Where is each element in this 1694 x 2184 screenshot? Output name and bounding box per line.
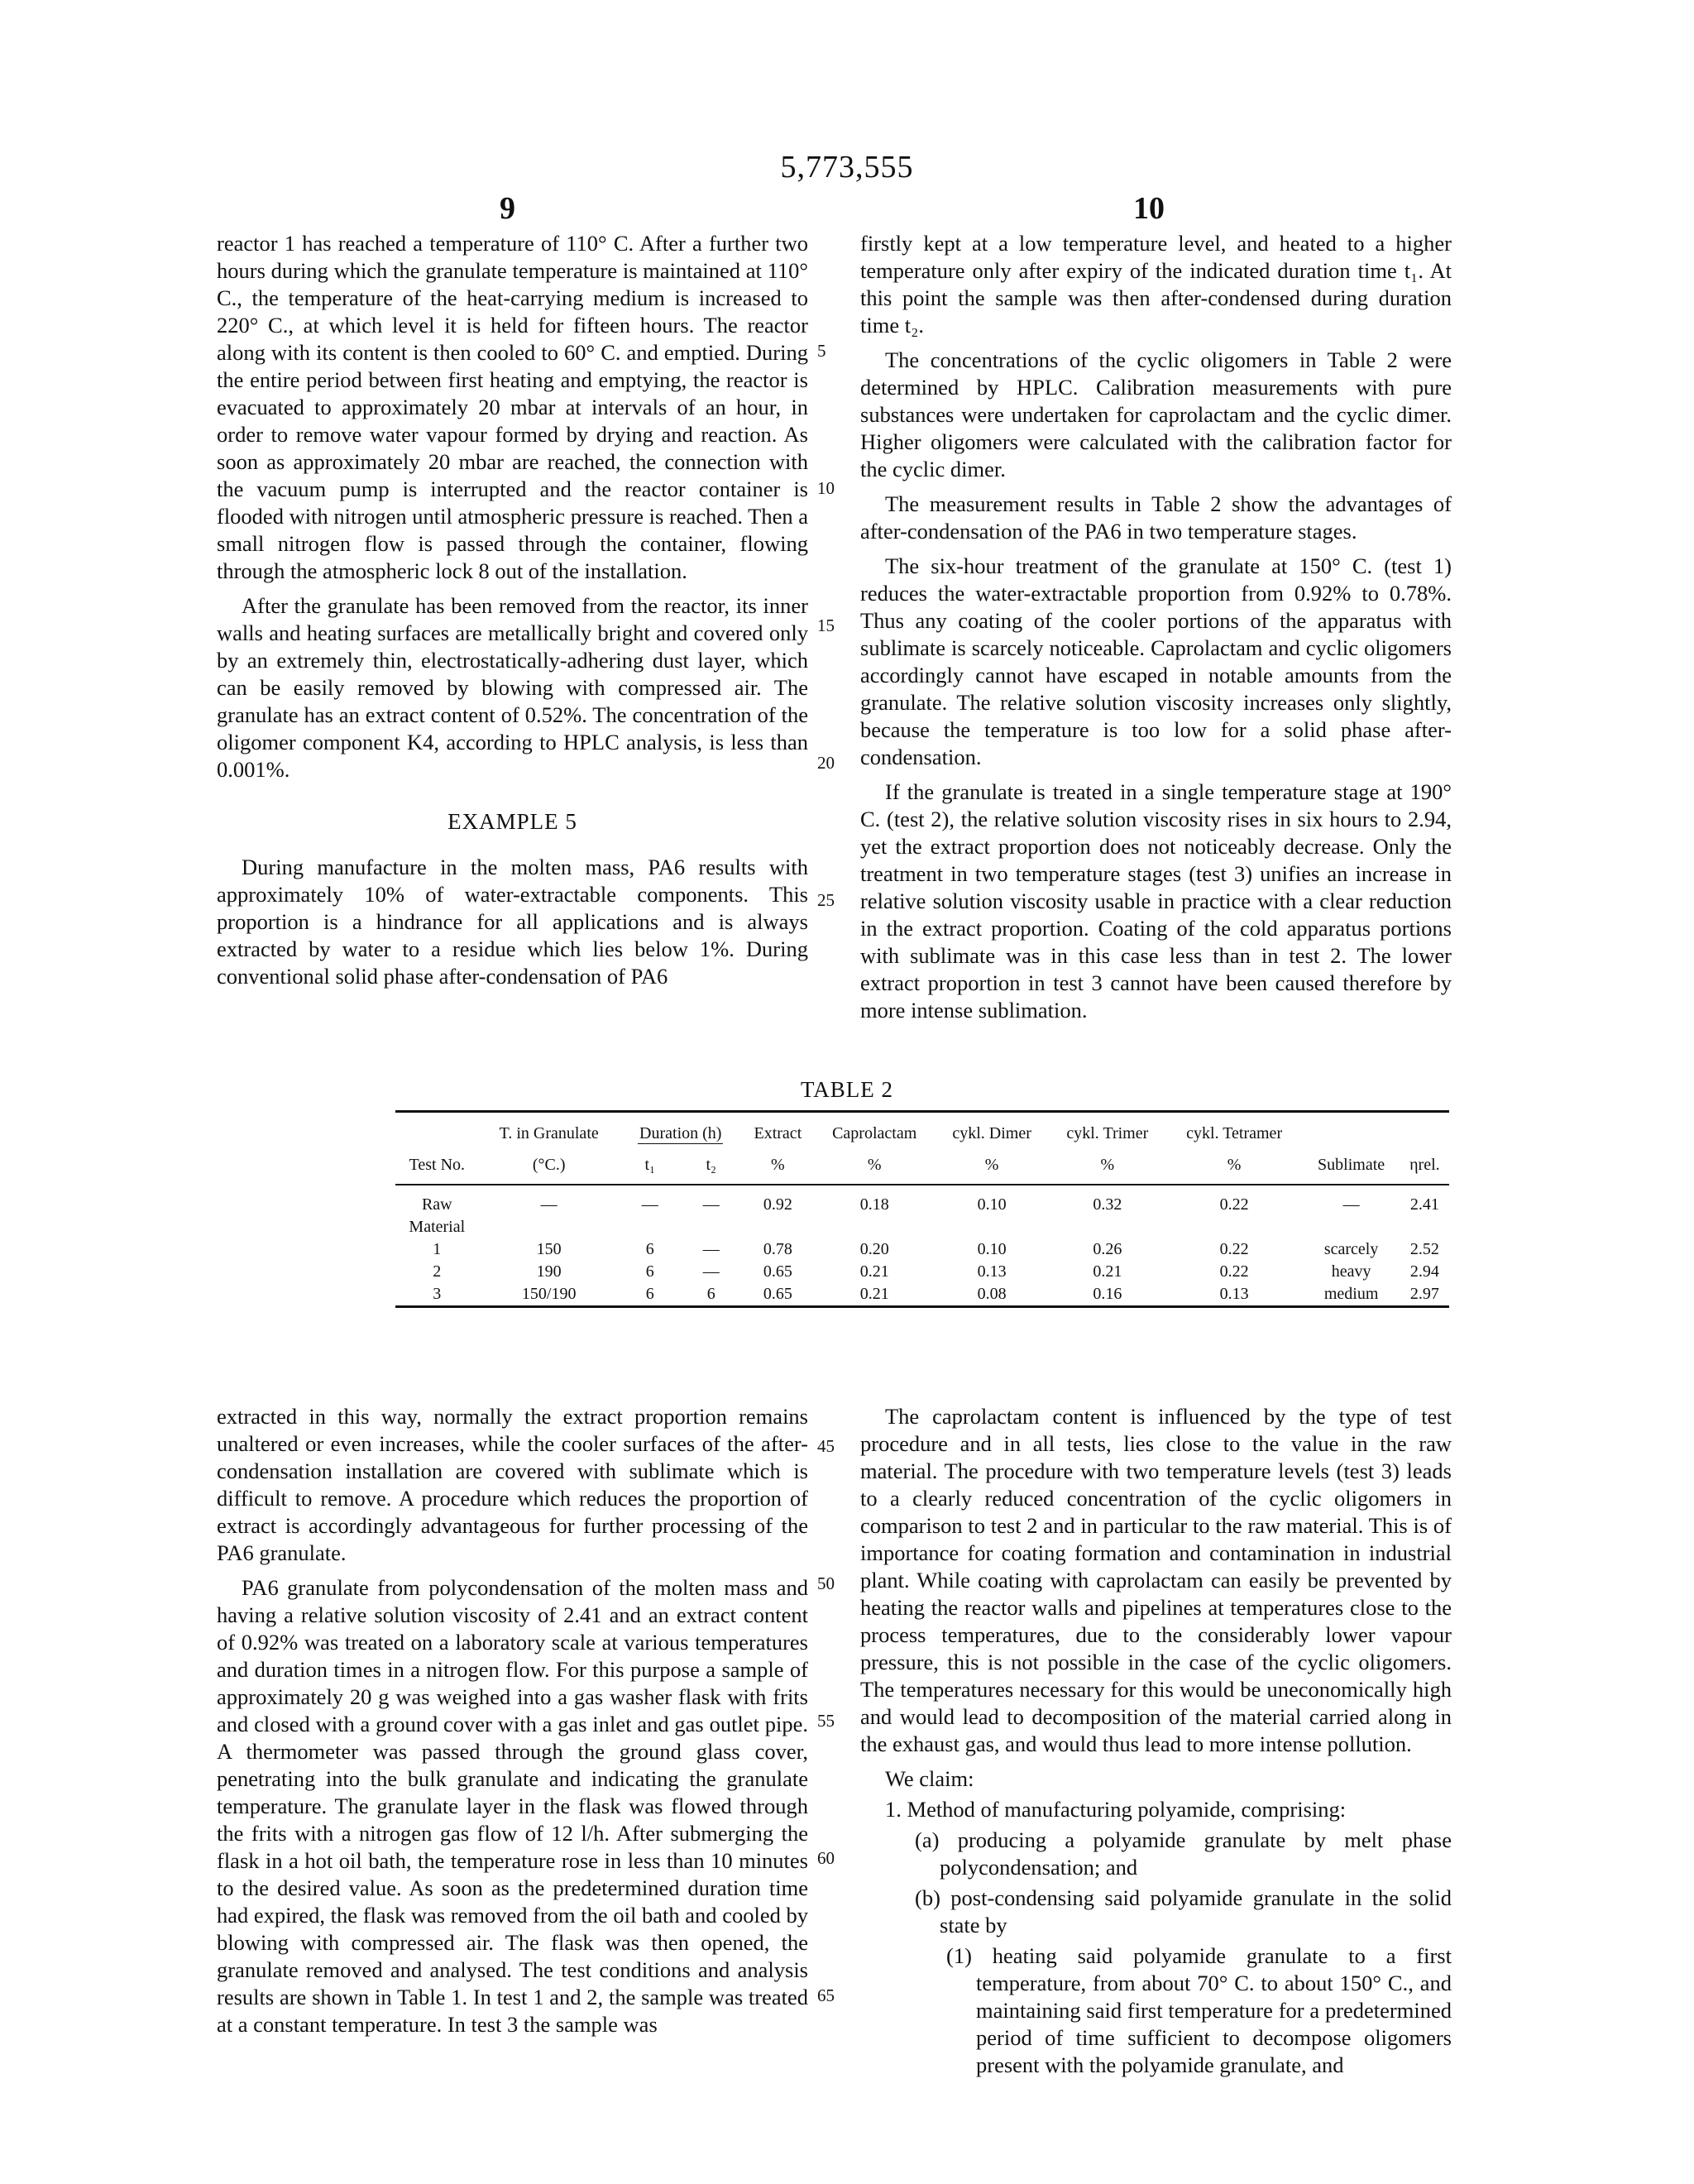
line-number: 50 — [817, 1573, 835, 1593]
table-header-cell: ηrel. — [1409, 1156, 1440, 1174]
left-column-number: 9 — [500, 191, 515, 226]
table-cell: 0.65 — [763, 1285, 792, 1303]
table-cell: 0.26 — [1093, 1240, 1122, 1258]
table-cell: 0.92 — [763, 1195, 792, 1214]
right-column-number: 10 — [1133, 191, 1165, 226]
table-row — [395, 1283, 1449, 1307]
table-header-cell: Extract — [754, 1124, 802, 1142]
paragraph: The concentrations of the cyclic oligomers in Table 2 were determined by HPLC. Calibration measurements with pure substances were undertaken for caprolactam and the cyclic dimer. Higher oligomers were calculated with the calibration factor for the cyclic dimer. — [860, 347, 1452, 481]
table-cell: 0.65 — [763, 1262, 792, 1281]
paragraph: reactor 1 has reached a temperature of 110° C. After a further two hours during which the granulate temperature is maintained at 110° C., the temperature of the heat-carrying medium is increased to 220° C., at which level it is held for fifteen hours. The reactor along with its content is then cooled to 60° C. and emptied. During the entire period between first heating and emptying, the reactor is evacuated to approximately 20 mbar at intervals of an hour, in order to remove water vapour formed by drying and reaction. As soon as approximately 20 mbar are reached, the connection with the vacuum pump is interrupted and the reactor container is flooded with nitrogen until atmospheric pressure is reached. Then a small nitrogen flow is passed through the container, flowing through the atmospheric lock 8 out of the installation. — [217, 231, 808, 583]
paragraph: extracted in this way, normally the extract proportion remains unaltered or even increases, while the cooler surfaces of the after-condensation installation are covered with sublimate which is difficult to remove. A procedure which reduces the proportion of extract is accordingly advantageous for further processing of the PA6 granulate. — [217, 1404, 808, 1565]
data-table — [395, 1110, 1449, 1310]
paragraph: The six-hour treatment of the granulate at 150° C. (test 1) reduces the water-extractable proportion from 0.92% to 0.78%. Thus any coating of the cooler portions of the apparatus with sublimate is scarcely noticeable. Caprolactam and cyclic oligomers accordingly cannot have escaped in notable amounts from the granulate. The relative solution viscosity increases only slightly, because the temperature is too low for a solid phase after-condensation. — [860, 553, 1452, 769]
table-cell: 0.13 — [977, 1262, 1007, 1281]
table-cell: 150 — [536, 1240, 562, 1258]
line-number: 65 — [817, 1985, 835, 2005]
paragraph: The measurement results in Table 2 show the advantages of after-condensation of the PA6 in two temperature stages. — [860, 491, 1452, 544]
example-heading: EXAMPLE 5 — [447, 809, 577, 834]
table-cell: 0.10 — [977, 1195, 1007, 1214]
table-cell: 1 — [433, 1240, 442, 1258]
table-cell: — — [540, 1195, 557, 1214]
table-header-cell: cykl. Tetramer — [1186, 1124, 1283, 1142]
table-cell: 0.78 — [763, 1240, 792, 1258]
top-left-column — [217, 230, 808, 990]
table-header-cell: t₂ — [706, 1156, 716, 1174]
claim-1b: (b) post-condensing said polyamide granulate in the solid state by — [915, 1885, 1452, 1937]
table-cell: 150/190 — [521, 1285, 577, 1303]
table-cell: heavy — [1331, 1262, 1371, 1281]
table-cell: 2.41 — [1409, 1195, 1439, 1214]
line-number: 15 — [817, 615, 835, 635]
table-cell: 3 — [433, 1285, 442, 1303]
table-cell: — — [702, 1262, 720, 1281]
table-cell: — — [702, 1240, 720, 1258]
table-header-cell: Test No. — [409, 1156, 466, 1174]
table-cell: 2 — [433, 1262, 442, 1281]
table-cell: 2.94 — [1409, 1262, 1439, 1281]
table-cell: 6 — [645, 1285, 654, 1303]
table-cell: 0.13 — [1219, 1285, 1249, 1303]
bottom-left-column — [217, 1403, 808, 2038]
table-cell: Raw — [421, 1195, 452, 1214]
claim-1a: (a) producing a polyamide granulate by melt phase polycondensation; and — [915, 1827, 1452, 1880]
table-header-cell: % — [984, 1156, 999, 1174]
table-cell: medium — [1323, 1285, 1379, 1303]
table-cell: scarcely — [1323, 1240, 1379, 1258]
claim-1: 1. Method of manufacturing polyamide, comprising: — [885, 1797, 1347, 1822]
table-header-cell: Duration (h) — [639, 1124, 722, 1142]
table-cell: 0.21 — [859, 1262, 889, 1281]
table-cell: 0.20 — [859, 1240, 889, 1258]
table-header-cell: % — [771, 1156, 785, 1174]
table-cell: 0.32 — [1093, 1195, 1122, 1214]
table-cell: — — [1342, 1195, 1360, 1214]
line-number: 5 — [817, 341, 826, 361]
table-cell: 0.22 — [1219, 1240, 1249, 1258]
line-number: 55 — [817, 1711, 835, 1731]
line-number: 25 — [817, 890, 835, 910]
line-number: 20 — [817, 753, 835, 773]
line-number: 60 — [817, 1848, 835, 1868]
table-row — [395, 1261, 1449, 1283]
table-cell: 0.21 — [1093, 1262, 1122, 1281]
paragraph: firstly kept at a low temperature level, and heated to a higher temperature only after expiry of the indicated duration time t₁. At this point the sample was then after-condensed during duration time t₂. — [860, 231, 1452, 338]
paragraph: After the granulate has been removed from the reactor, its inner walls and heating surfaces are metallically bright and covered only by an extremely thin, electrostatically-adhering dust layer, which can be easily removed by blowing with compressed air. The granulate has an extract content of 0.52%. The concentration of the oligomer component K4, according to HPLC analysis, is less than 0.001%. — [217, 593, 808, 782]
table-cell: 2.52 — [1409, 1240, 1439, 1258]
table-cell: 0.18 — [859, 1195, 889, 1214]
top-right-column — [860, 230, 1452, 1024]
table-header-cell: cykl. Dimer — [952, 1124, 1031, 1142]
table-header-cell: cykl. Trimer — [1066, 1124, 1149, 1142]
table-cell: 0.21 — [859, 1285, 889, 1303]
patent-number: 5,773,555 — [780, 150, 914, 184]
table-cell: 0.10 — [977, 1240, 1007, 1258]
table-row — [395, 1238, 1449, 1261]
table-header-cell: Sublimate — [1318, 1156, 1385, 1174]
table-cell: 6 — [706, 1285, 715, 1303]
table-cell: 0.22 — [1219, 1195, 1249, 1214]
table-cell: 0.16 — [1093, 1285, 1122, 1303]
table-header-cell: % — [1227, 1156, 1242, 1174]
table-row — [395, 1194, 1449, 1216]
claims-intro: We claim: — [885, 1766, 974, 1791]
table-header-cell: (°C.) — [532, 1156, 566, 1174]
table-cell: 6 — [645, 1240, 654, 1258]
line-number: 10 — [817, 478, 835, 498]
paragraph: PA6 granulate from polycondensation of the molten mass and having a relative solution viscosity of 2.41 and an extract content of 0.92% was treated on a laboratory scale at various temperatures and duration times in a nitrogen flow. For this purpose a sample of approximately 20 g was weighed into a gas washer flask with frits and closed with a ground cover with a gas inlet and gas outlet pipe. A thermometer was passed through the ground glass cover, penetrating into the bulk granulate and indicating the granulate temperature. The granulate layer in the flask was flowed through the frits with a nitrogen gas flow of 12 l/h. After submerging the flask in a hot oil bath, the temperature rose in less than 10 minutes to the desired value. As soon as the predetermined duration time had expired, the flask was removed from the oil bath and cooled by blowing with compressed air. The flask was then opened, the granulate removed and analysed. The test conditions and analysis results are shown in Table 1. In test 1 and 2, the sample was treated at a constant temperature. In test 3 the sample was — [217, 1575, 808, 2037]
paragraph: If the granulate is treated in a single temperature stage at 190° C. (test 2), the relative solution viscosity rises in six hours to 2.94, yet the extract proportion does not noticeably decrease. Only the treatment in two temperature stages (test 3) unifies an increase in relative solution viscosity usable in practice with a clear reduction in the extract proportion. Coating of the cold apparatus portions with sublimate was in this case less than in test 2. The lower extract proportion in test 3 cannot have been caused therefore by more intense sublimation. — [860, 779, 1452, 1023]
line-number: 45 — [817, 1436, 835, 1456]
claim-1b1: (1) heating said polyamide granulate to a first temperature, from about 70° C. to about 150° C., and maintaining said first temperature for a predetermined period of time sufficient to decompose oligomers present with the polyamide granulate, and — [946, 1943, 1452, 2077]
table-header-cell: t₁ — [644, 1156, 656, 1174]
table-cell: 6 — [645, 1262, 654, 1281]
paragraph: The caprolactam content is influenced by the type of test procedure and in all tests, lies close to the value in the raw material. The procedure with two temperature levels (test 3) leads to a clearly reduced concentration of the cyclic oligomers in comparison to test 2 and in particular to the raw material. This is of importance for coating formation and contamination in industrial plant. While coating with caprolactam can easily be prevented by heating the reactor walls and pipelines at temperatures close to the process temperatures, due to the considerably lower vapour pressure, this is not possible in the case of the cyclic oligomers. The temperatures necessary for this would be uneconomically high and would lead to decomposition of the material carried along in the exhaust gas, and would thus lead to more intense pollution. — [860, 1404, 1452, 1756]
table-header-cell: % — [867, 1156, 882, 1174]
table-cell: 2.97 — [1409, 1285, 1439, 1303]
bottom-right-column — [860, 1403, 1452, 2079]
table-header-cell: Caprolactam — [832, 1124, 917, 1142]
table-cell: 0.08 — [977, 1285, 1007, 1303]
table-header-cell: % — [1100, 1156, 1115, 1174]
table-cell: — — [702, 1195, 720, 1214]
table-title: TABLE 2 — [800, 1077, 894, 1102]
table-header-cell: T. in Granulate — [499, 1124, 599, 1142]
table-cell: — — [641, 1195, 658, 1214]
table-row — [395, 1216, 1449, 1238]
table-cell: Material — [409, 1218, 466, 1236]
table-cell: 0.22 — [1219, 1262, 1249, 1281]
paragraph: During manufacture in the molten mass, PA6 results with approximately 10% of water-extractable components. This proportion is a hindrance for all applications and is always extracted by water to a residue which lies below 1%. During conventional solid phase after-condensation of PA6 — [217, 855, 808, 989]
table-cell: 190 — [536, 1262, 562, 1281]
